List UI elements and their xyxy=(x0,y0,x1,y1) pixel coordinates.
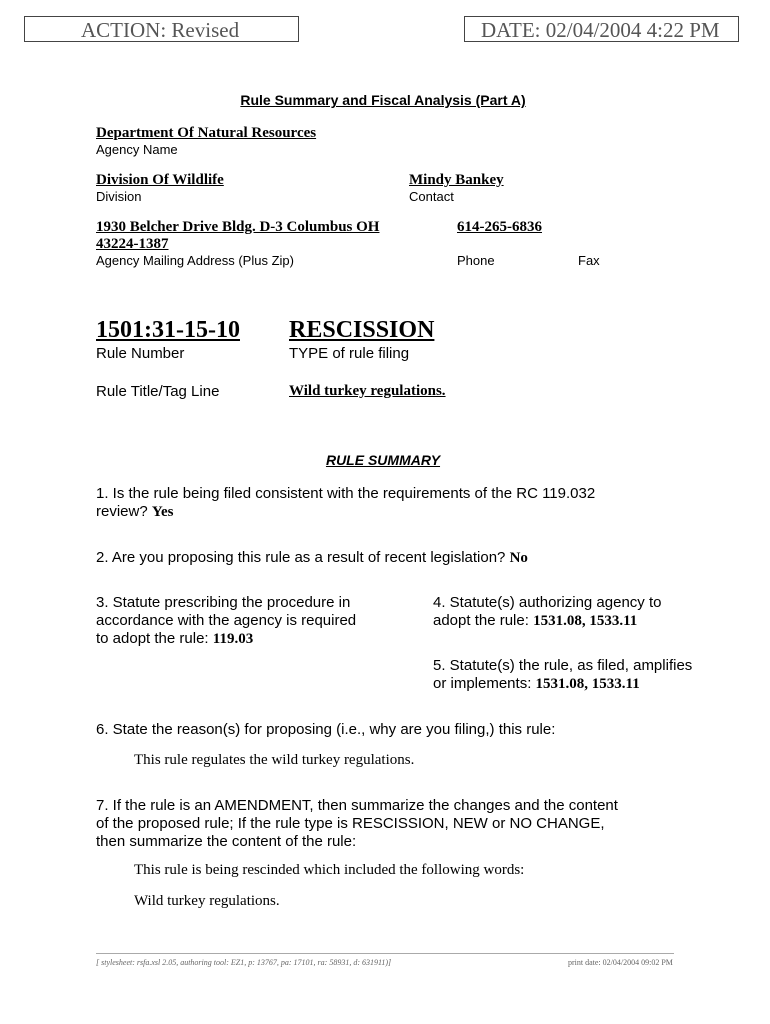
rule-type: RESCISSION xyxy=(289,317,435,343)
address-label: Agency Mailing Address (Plus Zip) xyxy=(96,253,294,268)
question-4-line1: 4. Statute(s) authorizing agency to xyxy=(433,594,662,611)
division-name: Division Of Wildlife xyxy=(96,172,224,188)
fax-label: Fax xyxy=(578,253,600,268)
agency-name-label: Agency Name xyxy=(96,142,178,157)
question-1 xyxy=(96,485,716,521)
question-3 xyxy=(96,594,416,648)
address-line2: 43224-1387 xyxy=(96,236,169,252)
rule-number-label: Rule Number xyxy=(96,345,185,362)
phone-label: Phone xyxy=(457,253,495,268)
question-3-answer: 119.03 xyxy=(212,631,254,647)
question-2-answer: No xyxy=(509,550,528,566)
question-1-line1: 1. Is the rule being filed consistent with the requirements of the RC 119.032 xyxy=(96,485,596,502)
division-label: Division xyxy=(96,189,142,204)
question-6: 6. State the reason(s) for proposing (i.e., why are you filing,) this rule: xyxy=(96,721,556,738)
question-7-answer-2: Wild turkey regulations. xyxy=(134,893,280,909)
question-5 xyxy=(433,657,753,693)
rule-type-label: TYPE of rule filing xyxy=(289,345,410,362)
question-4 xyxy=(433,594,753,630)
question-4-answer: 1531.08, 1533.11 xyxy=(533,613,638,629)
rule-title: Wild turkey regulations. xyxy=(289,383,446,399)
question-7-answer-1: This rule is being rescinded which included the following words: xyxy=(134,862,525,878)
rule-summary-heading: RULE SUMMARY xyxy=(325,452,441,468)
question-3-line3: to adopt the rule: xyxy=(96,630,209,647)
rule-title-label: Rule Title/Tag Line xyxy=(96,383,220,400)
footer-print-date: print date: 02/04/2004 09:02 PM xyxy=(568,958,673,967)
question-5-line2: or implements: xyxy=(433,675,532,692)
rule-number: 1501:31-15-10 xyxy=(96,317,240,343)
date-box xyxy=(464,16,739,42)
action-text: ACTION: Revised xyxy=(81,18,240,42)
contact-name: Mindy Bankey xyxy=(409,172,504,188)
question-5-line1: 5. Statute(s) the rule, as filed, amplifies xyxy=(433,657,693,674)
question-1-line2: review? xyxy=(96,503,148,520)
question-7-line1: 7. If the rule is an AMENDMENT, then summarize the changes and the content xyxy=(96,797,618,814)
question-3-line1: 3. Statute prescribing the procedure in xyxy=(96,594,351,611)
question-4-line2: adopt the rule: xyxy=(433,612,529,629)
footer-divider xyxy=(96,953,674,954)
phone-number: 614-265-6836 xyxy=(457,219,542,235)
question-5-answer: 1531.08, 1533.11 xyxy=(535,676,640,692)
date-text: DATE: 02/04/2004 4:22 PM xyxy=(481,18,720,42)
question-6-answer: This rule regulates the wild turkey regulations. xyxy=(134,752,415,768)
address-line1: 1930 Belcher Drive Bldg. D-3 Columbus OH xyxy=(96,219,380,235)
contact-label: Contact xyxy=(409,189,454,204)
question-2-text: 2. Are you proposing this rule as a result of recent legislation? xyxy=(96,549,506,566)
question-1-answer: Yes xyxy=(151,504,174,520)
question-3-line2: accordance with the agency is required xyxy=(96,612,357,629)
page-title: Rule Summary and Fiscal Analysis (Part A) xyxy=(240,92,526,108)
question-7-line2: of the proposed rule; If the rule type is RESCISSION, NEW or NO CHANGE, xyxy=(96,815,605,832)
question-2 xyxy=(96,549,716,567)
question-7-line3: then summarize the content of the rule: xyxy=(96,833,357,850)
agency-name: Department Of Natural Resources xyxy=(96,125,317,141)
question-7 xyxy=(96,797,736,851)
action-box xyxy=(24,16,299,42)
footer-stylesheet-info: [ stylesheet: rsfa.xsl 2.05, authoring tool: EZ1, p: 13767, pa: 17101, ra: 58931, d: 631911)] xyxy=(96,958,392,967)
